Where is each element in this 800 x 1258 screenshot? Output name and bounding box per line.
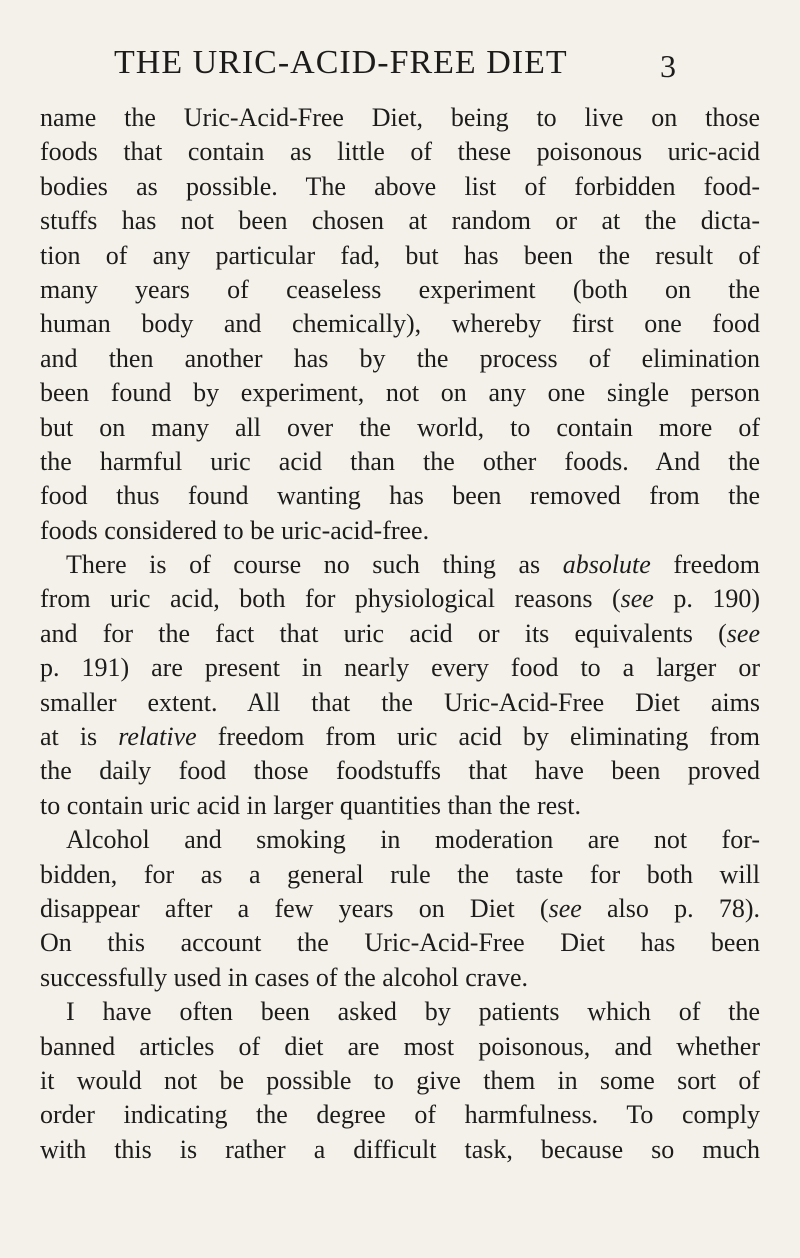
text-run: p. 191) are present in nearly every food to a larger or	[40, 653, 760, 683]
text-line	[40, 754, 760, 788]
text-run: and for the fact that uric acid or its equivalents (	[40, 618, 727, 648]
paragraph-4	[40, 995, 760, 1167]
text-line: order indicating the degree of harmfulness. To comply	[40, 1100, 760, 1130]
text-line	[40, 720, 760, 754]
text-line	[40, 961, 760, 995]
emphasized-word: absolute	[562, 550, 651, 580]
text-run: from uric acid, both for physiological reasons (	[40, 584, 621, 614]
emphasized-word: see	[548, 893, 582, 923]
text-run: p. 190)	[653, 584, 760, 614]
text-line: banned articles of diet are most poisonous, and whether	[40, 1031, 760, 1061]
text-run: On this account the Uric-Acid-Free Diet has been	[40, 928, 760, 958]
text-run: bidden, for as a general rule the taste for both will	[40, 859, 760, 889]
text-line: tion of any particular fad, but has been the result of	[40, 240, 760, 270]
text-line	[40, 858, 760, 892]
text-line: many years of ceaseless experiment (both on the	[40, 274, 760, 304]
emphasized-word: see	[726, 618, 760, 648]
text-run: the daily food those foodstuffs that have been proved	[40, 756, 760, 786]
text-line: been found by experiment, not on any one single person	[40, 378, 760, 408]
text-line	[40, 686, 760, 720]
text-line: bodies as possible. The above list of forbidden food-	[40, 171, 760, 201]
text-line	[40, 617, 760, 651]
text-line: foods considered to be uric-acid-free.	[40, 515, 430, 545]
text-run: freedom	[650, 550, 760, 580]
running-title: THE URIC-ACID-FREE DIET	[114, 44, 568, 81]
text-line: the harmful uric acid than the other foods. And the	[40, 446, 760, 476]
text-line: it would not be possible to give them in some sort of	[40, 1065, 760, 1095]
emphasized-word: see	[620, 584, 654, 614]
text-line	[40, 892, 760, 926]
paragraph-3	[40, 823, 760, 995]
text-run: successfully used in cases of the alcohol crave.	[40, 962, 529, 992]
text-line: foods that contain as little of these poisonous uric-acid	[40, 137, 760, 167]
body-text	[40, 101, 760, 1167]
text-line: human body and chemically), whereby first one food	[40, 309, 760, 339]
text-line	[40, 651, 760, 685]
running-head	[0, 44, 800, 94]
paragraph-1	[40, 101, 760, 548]
text-run: also p. 78).	[581, 893, 760, 923]
text-line	[40, 789, 760, 823]
paragraph-2	[40, 548, 760, 823]
text-line: I have often been asked by patients which of the	[66, 997, 760, 1027]
text-line: stuffs has not been chosen at random or at the dicta-	[40, 206, 760, 236]
text-line	[40, 926, 760, 960]
text-line: with this is rather a difficult task, because so much	[40, 1134, 760, 1164]
text-run: smaller extent. All that the Uric-Acid-Free Diet aims	[40, 687, 760, 717]
page-number: 3	[660, 48, 676, 84]
text-run: There is of course no such thing as	[66, 550, 563, 580]
text-line: name the Uric-Acid-Free Diet, being to live on those	[40, 103, 760, 132]
text-line: but on many all over the world, to contain more of	[40, 412, 760, 442]
text-line	[40, 823, 760, 857]
text-line: and then another has by the process of elimination	[40, 343, 760, 373]
text-line: food thus found wanting has been removed from the	[40, 481, 760, 511]
text-run: Alcohol and smoking in moderation are not for-	[66, 825, 760, 855]
text-line	[40, 582, 760, 616]
emphasized-word: relative	[118, 722, 197, 752]
text-run: to contain uric acid in larger quantities than the rest.	[40, 790, 582, 820]
text-run: freedom from uric acid by eliminating from	[196, 722, 760, 752]
text-line	[40, 548, 760, 582]
text-run: disappear after a few years on Diet (	[40, 893, 549, 923]
text-run: at is	[40, 722, 119, 752]
